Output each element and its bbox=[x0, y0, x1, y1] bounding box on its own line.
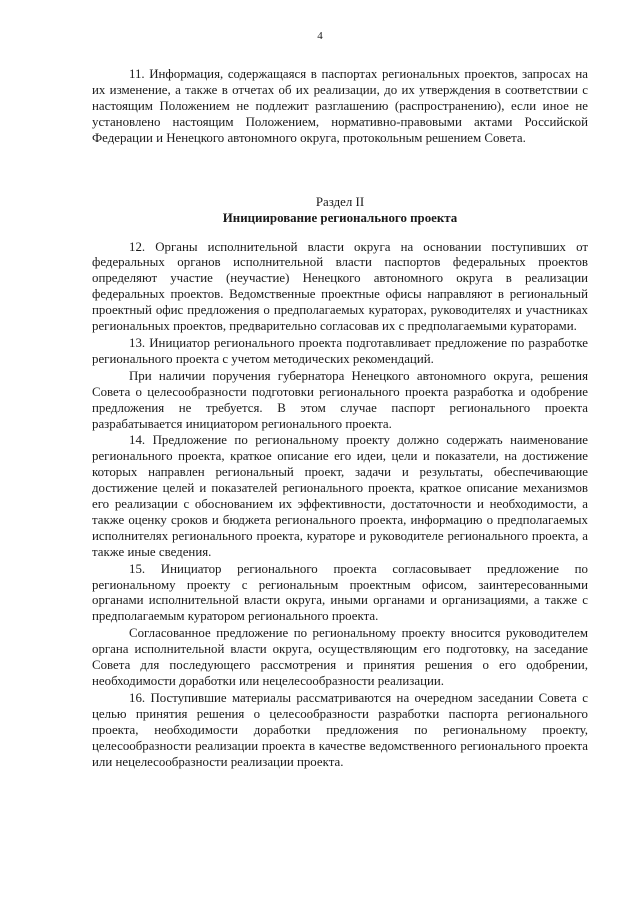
section-heading bbox=[92, 194, 588, 226]
paragraph-15: 15. Инициатор регионального проекта согласовывает предложение по региональному проекту с региональным проектным офисом, заинтересованными органами исполнительной власти округа, иными органами и организациями, а также с предполагаемым куратором регионального проекта. bbox=[92, 561, 588, 624]
paragraph-15-note: Согласованное предложение по региональному проекту вносится руководителем органа исполнительной власти округа, осуществляющим его подготовку, на заседание Совета для последующего рассмотрения и принятия решения о его одобрении, необходимости доработки или нецелесообразности реализации. bbox=[92, 626, 588, 688]
document-body bbox=[92, 67, 588, 770]
paragraph-12: 12. Органы исполнительной власти округа на основании поступивших от федеральных органов исполнительной власти паспортов федеральных проектов определяют участие (неучастие) Ненецкого автономного округа в реализации федеральных проектов. Ведомственные проектные офисы направляют в региональный проектный офис предложения о предполагаемых кураторах, руководителях и участниках региональных проектов, предварительно согласовав их с предполагаемыми кураторами. bbox=[92, 239, 588, 334]
section-number: Раздел II bbox=[315, 194, 365, 209]
paragraph-14: 14. Предложение по региональному проекту должно содержать наименование регионального проекта, краткое описание его идеи, цели и показатели, на достижение которых направлен региональный проект, задачи и результаты, обеспечивающие достижение целей и показателей регионального проекта, краткое описание механизмов его реализации с обоснованием их эффективности, достаточности и необходимости, а также оценку сроков и бюджета регионального проекта, информацию о предполагаемых исполнителях регионального проекта, кураторе и руководителе регионального проекта, а также иные сведения. bbox=[92, 433, 588, 559]
paragraph-11: 11. Информация, содержащаяся в паспортах региональных проектов, запросах на их изменение, а также в отчетах об их реализации, до их утверждения в соответствии с настоящим Положением не подлежит разглашению (распространению), если иное не установлено настоящим Положением, нормативно-правовыми актами Российской Федерации и Ненецкого автономного округа, протокольным решением Совета. bbox=[92, 67, 588, 145]
section-title: Инициирование регионального проекта bbox=[222, 210, 458, 225]
page-number: 4 bbox=[317, 30, 323, 42]
paragraph-16: 16. Поступившие материалы рассматриваются на очередном заседании Совета с целью принятия решения о целесообразности разработки паспорта регионального проекта, необходимости доработки предложения по региональному проекту, целесообразности реализации проекта в качестве ведомственного регионального проекта или нецелесообразности реализации проекта. bbox=[92, 690, 588, 769]
paragraph-13: 13. Инициатор регионального проекта подготавливает предложение по разработке регионального проекта с учетом методических рекомендаций. bbox=[92, 335, 588, 366]
paragraph-13-note: При наличии поручения губернатора Ненецкого автономного округа, решения Совета о целесообразности подготовки регионального проекта разработка и одобрение предложения не требуется. В этом случае паспорт регионального проекта разрабатывается инициатором регионального проекта. bbox=[92, 368, 588, 431]
